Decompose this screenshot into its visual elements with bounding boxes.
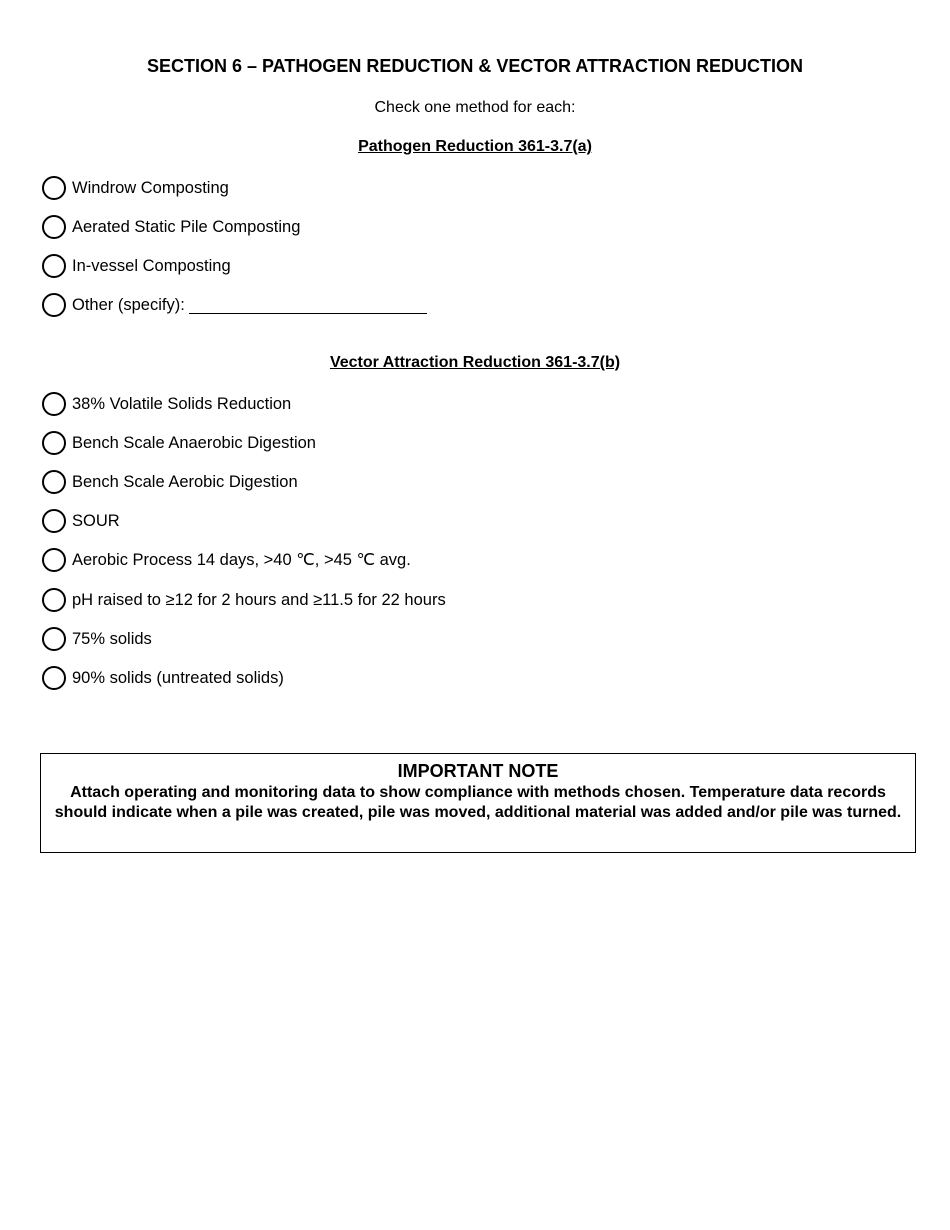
pathogen-option-windrow[interactable] bbox=[42, 174, 229, 202]
vector-option-75-solids[interactable] bbox=[42, 625, 152, 653]
pathogen-option-aerated-static-pile[interactable] bbox=[42, 213, 300, 241]
radio-button[interactable] bbox=[42, 215, 66, 239]
radio-button[interactable] bbox=[42, 176, 66, 200]
option-label: 90% solids (untreated solids) bbox=[72, 668, 284, 687]
option-label: 75% solids bbox=[72, 629, 152, 648]
vector-heading: Vector Attraction Reduction 361-3.7(b) bbox=[329, 354, 621, 371]
section-title: SECTION 6 – PATHOGEN REDUCTION & VECTOR ATTRACTION REDUCTION bbox=[146, 56, 804, 76]
radio-button[interactable] bbox=[42, 392, 66, 416]
pathogen-option-in-vessel[interactable] bbox=[42, 252, 231, 280]
vector-option-volatile-solids[interactable] bbox=[42, 390, 291, 418]
pathogen-option-other[interactable] bbox=[42, 291, 427, 319]
radio-button[interactable] bbox=[42, 666, 66, 690]
option-label: SOUR bbox=[72, 511, 120, 530]
radio-button[interactable] bbox=[42, 254, 66, 278]
vector-option-ph-raised[interactable] bbox=[42, 586, 446, 614]
note-body: Attach operating and monitoring data to show compliance with methods chosen. Temperature data records should indicate when a pile was created, pile was moved, additional material was added and/or pile was turned. bbox=[54, 784, 902, 821]
option-label: Bench Scale Aerobic Digestion bbox=[72, 472, 298, 491]
vector-option-sour[interactable] bbox=[42, 507, 120, 535]
vector-option-aerobic-digestion[interactable] bbox=[42, 468, 298, 496]
option-label: Other (specify): bbox=[72, 295, 185, 314]
pathogen-heading: Pathogen Reduction 361-3.7(a) bbox=[358, 138, 592, 155]
option-label: 38% Volatile Solids Reduction bbox=[72, 394, 292, 413]
radio-button[interactable] bbox=[42, 293, 66, 317]
option-label: pH raised to ≥12 for 2 hours and ≥11.5 for 22 hours bbox=[72, 590, 446, 609]
note-title: IMPORTANT NOTE bbox=[397, 761, 559, 781]
important-note-box bbox=[40, 753, 916, 853]
option-label: In-vessel Composting bbox=[72, 256, 231, 275]
radio-button[interactable] bbox=[42, 470, 66, 494]
radio-button[interactable] bbox=[42, 627, 66, 651]
other-specify-field[interactable] bbox=[189, 297, 427, 314]
radio-button[interactable] bbox=[42, 509, 66, 533]
option-label: Windrow Composting bbox=[72, 178, 229, 197]
vector-option-anaerobic-digestion[interactable] bbox=[42, 429, 316, 457]
vector-option-90-solids[interactable] bbox=[42, 664, 284, 692]
instruction-text: Check one method for each: bbox=[374, 99, 576, 116]
option-label: Aerated Static Pile Composting bbox=[72, 217, 301, 236]
radio-button[interactable] bbox=[42, 548, 66, 572]
option-label: Bench Scale Anaerobic Digestion bbox=[72, 433, 316, 452]
vector-option-aerobic-process[interactable] bbox=[42, 546, 411, 574]
radio-button[interactable] bbox=[42, 431, 66, 455]
option-label: Aerobic Process 14 days, >40 ℃, >45 ℃ avg. bbox=[72, 551, 411, 569]
radio-button[interactable] bbox=[42, 588, 66, 612]
